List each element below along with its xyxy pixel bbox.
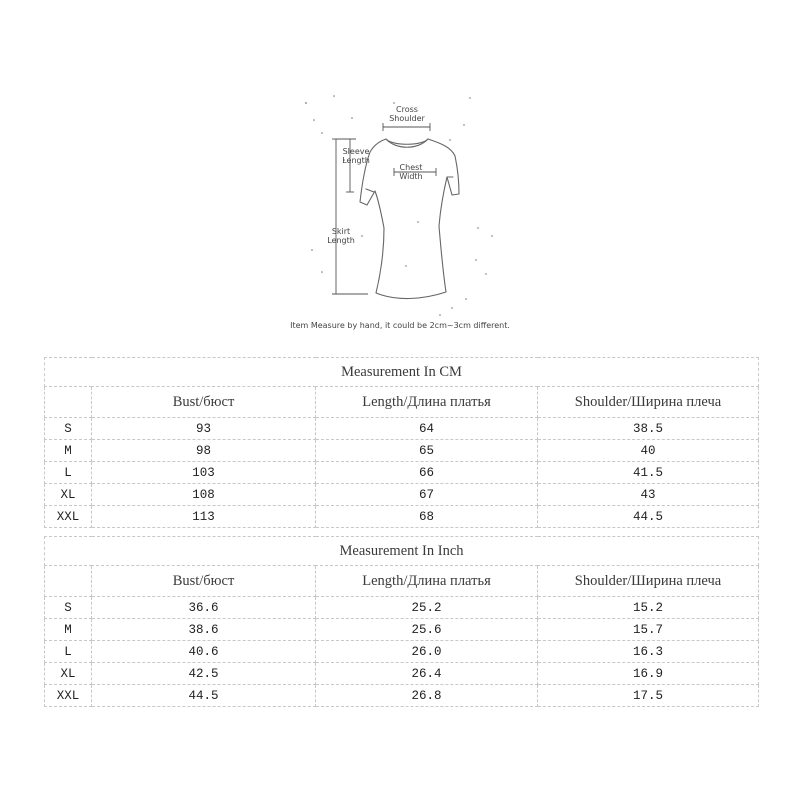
column-header: Length/Длина платья (316, 566, 538, 597)
length-cell: 64 (316, 418, 538, 440)
length-cell: 26.8 (316, 685, 538, 707)
size-cell: S (45, 597, 92, 619)
table-row (45, 619, 759, 641)
shoulder-cell: 40 (538, 440, 759, 462)
column-header (45, 387, 92, 418)
length-cell: 26.0 (316, 641, 538, 663)
column-header (45, 566, 92, 597)
length-cell: 25.2 (316, 597, 538, 619)
length-cell: 68 (316, 506, 538, 528)
length-cell: 65 (316, 440, 538, 462)
table-row (45, 484, 759, 506)
bust-cell: 98 (92, 440, 316, 462)
column-header: Bust/бюст (92, 387, 316, 418)
chest-width-label: Chest Width (399, 163, 423, 181)
shoulder-cell: 17.5 (538, 685, 759, 707)
table-row (45, 418, 759, 440)
table-row (45, 462, 759, 484)
shoulder-cell: 16.3 (538, 641, 759, 663)
size-cell: XL (45, 484, 92, 506)
bust-cell: 42.5 (92, 663, 316, 685)
size-cell: M (45, 619, 92, 641)
column-header: Shoulder/Ширина плеча (538, 387, 759, 418)
shoulder-cell: 16.9 (538, 663, 759, 685)
shoulder-cell: 38.5 (538, 418, 759, 440)
bust-cell: 40.6 (92, 641, 316, 663)
shoulder-cell: 15.7 (538, 619, 759, 641)
size-cell: S (45, 418, 92, 440)
size-cell: L (45, 641, 92, 663)
skirt-length-label: Skirt Length (327, 227, 355, 245)
bust-cell: 93 (92, 418, 316, 440)
bust-cell: 113 (92, 506, 316, 528)
table-title: Measurement In Inch (45, 537, 759, 566)
bust-cell: 38.6 (92, 619, 316, 641)
table-row (45, 440, 759, 462)
column-header: Shoulder/Ширина плеча (538, 566, 759, 597)
table-row (45, 597, 759, 619)
column-header: Length/Длина платья (316, 387, 538, 418)
shoulder-cell: 44.5 (538, 506, 759, 528)
shoulder-cell: 15.2 (538, 597, 759, 619)
table-row (45, 663, 759, 685)
measure-caption: Item Measure by hand, it could be 2cm~3cm different. (290, 321, 510, 330)
sleeve-length-label: Sleeve Length (342, 147, 370, 165)
bust-cell: 108 (92, 484, 316, 506)
size-table-cm (44, 357, 759, 528)
size-cell: XXL (45, 685, 92, 707)
shoulder-cell: 41.5 (538, 462, 759, 484)
size-table-inch (44, 536, 759, 707)
cross-shoulder-label: Cross Shoulder (389, 105, 425, 123)
size-cell: XXL (45, 506, 92, 528)
table-row (45, 506, 759, 528)
length-cell: 67 (316, 484, 538, 506)
bust-cell: 44.5 (92, 685, 316, 707)
bust-cell: 103 (92, 462, 316, 484)
length-cell: 66 (316, 462, 538, 484)
size-cell: L (45, 462, 92, 484)
size-cell: XL (45, 663, 92, 685)
measurement-diagram (0, 0, 800, 345)
length-cell: 26.4 (316, 663, 538, 685)
table-row (45, 685, 759, 707)
table-row (45, 641, 759, 663)
bust-cell: 36.6 (92, 597, 316, 619)
size-cell: M (45, 440, 92, 462)
length-cell: 25.6 (316, 619, 538, 641)
table-title: Measurement In CM (45, 358, 759, 387)
shoulder-cell: 43 (538, 484, 759, 506)
column-header: Bust/бюст (92, 566, 316, 597)
